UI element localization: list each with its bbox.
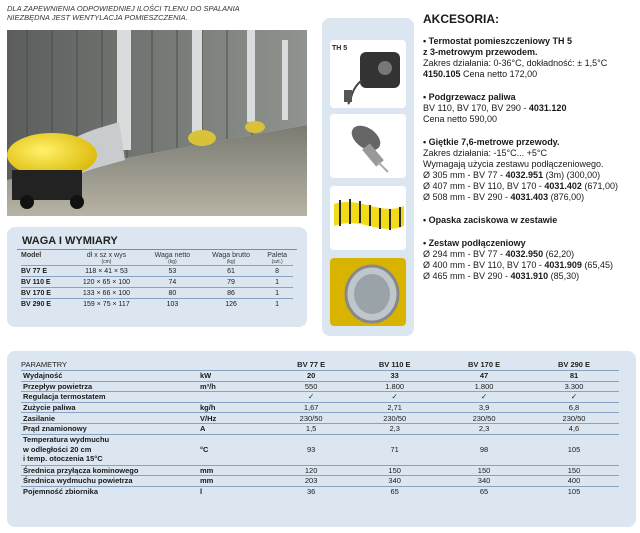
cell: 118 × 41 × 53 — [69, 266, 144, 277]
cell: 61 — [201, 266, 261, 277]
accessory-heading: • Podgrzewacz paliwa — [423, 92, 516, 102]
cell: 340 — [350, 476, 439, 487]
text: Ø 305 mm - BV 77 - — [423, 170, 506, 180]
param-name-line: i temp. otoczenia 15°C — [23, 454, 103, 464]
text: (62,20) — [543, 249, 575, 259]
cell: 400 — [529, 476, 619, 487]
accessory-text: Zakres działania: -15°C... +5°C — [423, 148, 548, 158]
cell: 81 — [529, 371, 619, 382]
cell: 105 — [529, 434, 619, 465]
col-header — [198, 359, 272, 371]
param-name-line: Temperatura wydmuchu — [23, 435, 110, 445]
cell: 33 — [350, 371, 439, 382]
text: (671,00) — [581, 181, 618, 191]
product-code: 4031.403 — [510, 192, 549, 202]
divider — [17, 249, 297, 250]
param-unit: l — [198, 486, 272, 496]
param-unit — [198, 392, 272, 403]
col-header: PARAMETRY — [21, 360, 67, 369]
accessory-variant — [423, 249, 638, 260]
product-code: 4150.105 — [423, 69, 461, 79]
text: (85,30) — [548, 271, 580, 281]
heater-photo — [7, 30, 307, 216]
ventilation-note — [7, 4, 240, 22]
text: (876,00) — [548, 192, 585, 202]
check-icon: ✓ — [529, 392, 619, 403]
col-header: Paleta (szt.) — [267, 252, 288, 265]
cell: 47 — [439, 371, 529, 382]
cell: 150 — [350, 465, 439, 476]
col-header: Waga brutto (kg) — [212, 252, 250, 265]
cell: 1,67 — [272, 402, 350, 413]
cell: 150 — [529, 465, 619, 476]
cell: 1.800 — [350, 381, 439, 392]
table-row — [21, 486, 619, 496]
param-name: Zasilanie — [21, 413, 198, 424]
accessories-list — [423, 14, 638, 294]
param-name: Przepływ powietrza — [21, 381, 198, 392]
cell: 1 — [261, 277, 293, 288]
text: BV 110, BV 170, BV 290 - — [423, 103, 529, 113]
param-unit: kg/h — [198, 402, 272, 413]
accessory-heading: • Giętkie 7,6-metrowe przewody. — [423, 137, 560, 147]
accessories-title: AKCESORIA: — [423, 12, 500, 26]
cell: 120 — [272, 465, 350, 476]
parameters-table — [21, 359, 619, 496]
cell: 65 — [439, 486, 529, 496]
param-name: Prąd znamionowy — [21, 423, 198, 434]
cell: 86 — [201, 288, 261, 299]
weight-dimensions-panel — [7, 227, 307, 327]
param-name: Średnica wydmuchu powietrza — [21, 476, 198, 487]
col-header: BV 77 E — [297, 360, 326, 369]
table-row — [21, 277, 293, 288]
cell: 150 — [439, 465, 529, 476]
table-row — [21, 381, 619, 392]
accessory-text: Wymagają użycia zestawu podłączeniowego. — [423, 159, 604, 169]
cell: 3,9 — [439, 402, 529, 413]
cell: 2,71 — [350, 402, 439, 413]
accessory-text: Zakres działania: 0-36°C, dokładność: ± 1,5°C — [423, 58, 608, 68]
cell: 2,3 — [350, 423, 439, 434]
param-unit: m³/h — [198, 381, 272, 392]
cell: 230/50 — [350, 413, 439, 424]
product-code: 4032.951 — [505, 170, 544, 180]
cell: 126 — [201, 299, 261, 310]
cell: 6,8 — [529, 402, 619, 413]
param-unit: V/Hz — [198, 413, 272, 424]
product-code: 4031.910 — [510, 271, 549, 281]
cell: 3.300 — [529, 381, 619, 392]
cell: 230/50 — [272, 413, 350, 424]
note-line-2: NIEZBĘDNA JEST WENTYLACJA POMIESZCZENIA. — [7, 13, 188, 22]
accessory-variant — [423, 170, 638, 181]
col-header: Waga netto (kg) — [154, 252, 191, 265]
weight-dimensions-table — [21, 252, 293, 309]
accessory-variant — [423, 260, 638, 271]
cell: 159 × 75 × 117 — [69, 299, 144, 310]
accessory-price — [423, 69, 638, 80]
text: Ø 508 mm - BV 290 - — [423, 192, 511, 202]
product-code: 4031.120 — [528, 103, 567, 113]
cell: 120 × 65 × 100 — [69, 277, 144, 288]
check-icon: ✓ — [350, 392, 439, 403]
cell: 1 — [261, 299, 293, 310]
cell: 93 — [272, 434, 350, 465]
cell: 8 — [261, 266, 293, 277]
table-row — [21, 465, 619, 476]
cell: 36 — [272, 486, 350, 496]
text: (65,45) — [581, 260, 613, 270]
cell: 2,3 — [439, 423, 529, 434]
param-name: Wydajność — [21, 371, 198, 382]
weight-dimensions-title: WAGA I WYMIARY — [22, 235, 118, 247]
text: Ø 294 mm - BV 77 - — [423, 249, 506, 259]
accessory-variant — [423, 181, 638, 192]
fuel-heater-image — [330, 114, 406, 178]
check-icon: ✓ — [272, 392, 350, 403]
param-unit: kW — [198, 371, 272, 382]
accessories-image-panel — [322, 18, 414, 336]
cell: 230/50 — [529, 413, 619, 424]
table-row — [21, 288, 293, 299]
accessory-heading: • Opaska zaciskowa w zestawie — [423, 215, 558, 225]
cell: BV 290 E — [21, 299, 69, 310]
cell: 203 — [272, 476, 350, 487]
param-name: Zużycie paliwa — [21, 402, 198, 413]
table-row — [21, 413, 619, 424]
parameters-panel — [7, 351, 636, 527]
cell: 65 — [350, 486, 439, 496]
param-unit: mm — [198, 465, 272, 476]
product-code: 4031.402 — [544, 181, 582, 191]
text: Ø 407 mm - BV 110, BV 170 - — [423, 181, 545, 191]
thermostat-image — [330, 40, 406, 108]
table-row — [21, 266, 293, 277]
cell: 1 — [261, 288, 293, 299]
cell: BV 77 E — [21, 266, 69, 277]
param-name: Regulacja termostatem — [21, 392, 198, 403]
product-code: 4032.950 — [505, 249, 544, 259]
accessory-heading: z 3-metrowym przewodem. — [423, 47, 538, 57]
param-name-line: w odległości 20 cm — [23, 444, 92, 454]
cell: 1,5 — [272, 423, 350, 434]
accessory-flexible-duct — [423, 137, 638, 203]
param-unit: °C — [198, 434, 272, 465]
cell: 74 — [144, 277, 201, 288]
cell: 1.800 — [439, 381, 529, 392]
note-line-1: DLA ZAPEWNIENIA ODPOWIEDNIEJ ILOŚCI TLENU DO SPALANIA — [7, 4, 240, 13]
param-unit: A — [198, 423, 272, 434]
param-unit: mm — [198, 476, 272, 487]
cell: 98 — [439, 434, 529, 465]
cell: 79 — [201, 277, 261, 288]
thermostat-label: TH 5 — [332, 45, 348, 52]
cell: 103 — [144, 299, 201, 310]
accessory-fuel-heater — [423, 92, 638, 125]
cell: 53 — [144, 266, 201, 277]
table-row — [21, 423, 619, 434]
table-row — [21, 402, 619, 413]
cell: 133 × 66 × 100 — [69, 288, 144, 299]
accessory-variant — [423, 271, 638, 282]
cell: 80 — [144, 288, 201, 299]
param-name: Średnica przyłącza kominowego — [21, 465, 198, 476]
col-header: BV 170 E — [468, 360, 501, 369]
table-row — [21, 434, 619, 465]
accessory-heading: • Zestaw podłączeniowy — [423, 238, 526, 248]
col-header: BV 290 E — [557, 360, 591, 369]
product-code: 4031.909 — [544, 260, 582, 270]
cell: 4,6 — [529, 423, 619, 434]
table-row — [21, 392, 619, 403]
cell: 550 — [272, 381, 350, 392]
cell: BV 110 E — [21, 277, 69, 288]
price-text: Cena netto 590,00 — [423, 114, 498, 124]
col-header: BV 110 E — [378, 360, 411, 369]
table-row — [21, 371, 619, 382]
col-header: dł x sz x wys (cm) — [86, 252, 127, 265]
text: Ø 400 mm - BV 110, BV 170 - — [423, 260, 545, 270]
accessory-text — [423, 103, 638, 114]
cell: 230/50 — [439, 413, 529, 424]
price-text: Cena netto 172,00 — [460, 69, 538, 79]
cell: 71 — [350, 434, 439, 465]
check-icon: ✓ — [439, 392, 529, 403]
param-name: Pojemność zbiornika — [21, 486, 198, 496]
accessory-heading: • Termostat pomieszczeniowy TH 5 — [423, 36, 573, 46]
accessory-variant — [423, 192, 638, 203]
text: Ø 465 mm - BV 290 - — [423, 271, 511, 281]
cell: 20 — [272, 371, 350, 382]
accessory-thermostat — [423, 36, 638, 80]
cell: 340 — [439, 476, 529, 487]
param-name — [21, 434, 198, 465]
cell: BV 170 E — [21, 288, 69, 299]
cell: 105 — [529, 486, 619, 496]
table-row — [21, 476, 619, 487]
accessory-connection-kit — [423, 238, 638, 282]
connection-kit-image — [330, 258, 406, 326]
accessory-clamp — [423, 215, 638, 226]
flexible-duct-image — [330, 186, 406, 250]
text: (3m) (300,00) — [543, 170, 601, 180]
table-row — [21, 299, 293, 310]
col-header: Model — [21, 252, 42, 259]
